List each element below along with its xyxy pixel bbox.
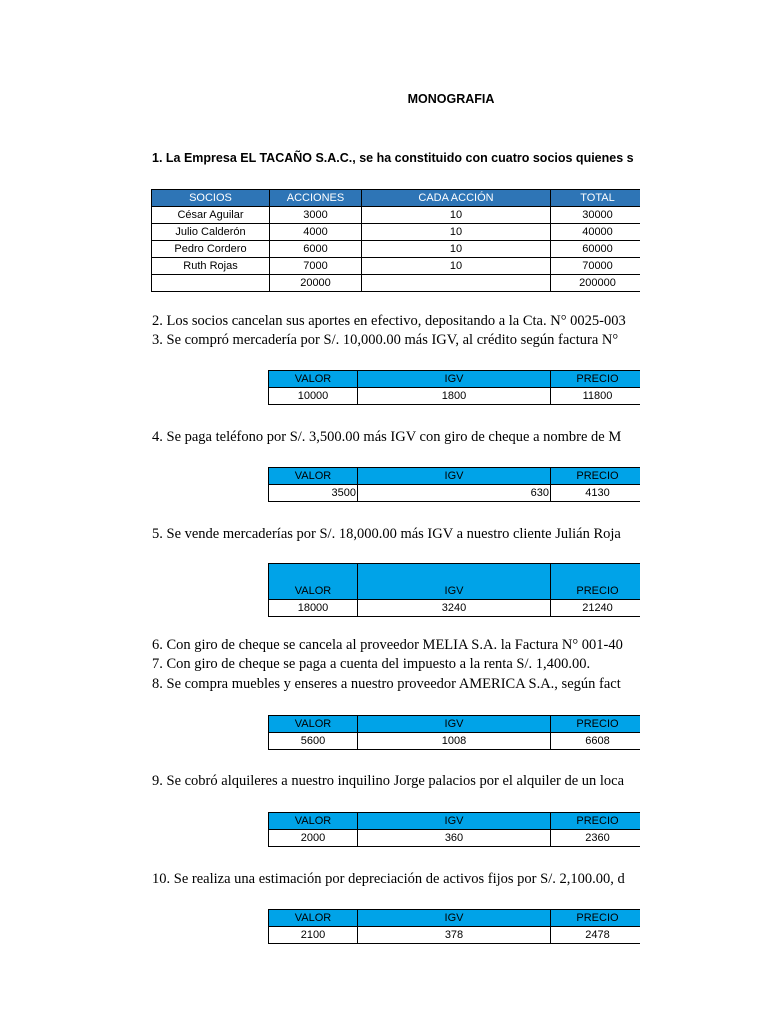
table-total-row [152,275,641,292]
table-header-row [269,371,641,388]
header-igv: IGV [358,468,551,485]
igv-cell: 1800 [358,388,551,405]
precio-cell: 21240 [551,600,641,617]
header-acciones: ACCIONES [270,190,362,207]
table-row [269,600,641,617]
precio-cell: 2360 [551,830,641,847]
header-valor: VALOR [269,564,358,600]
table-cell: 6000 [270,241,362,258]
table-cell [362,275,551,292]
valor-cell: 10000 [269,388,358,405]
table-cell: 40000 [551,224,641,241]
header-valor: VALOR [269,716,358,733]
item-4-text: 4. Se paga teléfono por S/. 3,500.00 más IGV con giro de cheque a nombre de M [152,429,622,445]
table-row [269,733,641,750]
table-cell: 10 [362,241,551,258]
igv-cell: 630 [358,485,551,502]
header-igv: IGV [358,371,551,388]
table-cell: Julio Calderón [152,224,270,241]
table-header-row [152,190,641,207]
table-item-9 [268,812,640,847]
table-row [269,388,641,405]
precio-cell: 6608 [551,733,641,750]
table-cell: 3000 [270,207,362,224]
valor-cell: 5600 [269,733,358,750]
table-header-row [269,716,641,733]
table-header-row [269,564,641,600]
valor-cell: 18000 [269,600,358,617]
valor-cell: 3500 [269,485,358,502]
header-igv: IGV [358,716,551,733]
table-item-10 [268,909,640,944]
table-row [152,258,641,275]
table-row [269,485,641,502]
item-6-text: 6. Con giro de cheque se cancela al proveedor MELIA S.A. la Factura N° 001-40 [152,637,623,653]
table-cell: 60000 [551,241,641,258]
header-igv: IGV [358,813,551,830]
igv-cell: 1008 [358,733,551,750]
table-cell: 20000 [270,275,362,292]
table-cell: 10 [362,224,551,241]
item-5-text: 5. Se vende mercaderías por S/. 18,000.00 más IGV a nuestro cliente Julián Roja [152,526,621,542]
table-cell: 4000 [270,224,362,241]
igv-cell: 378 [358,927,551,944]
valor-cell: 2000 [269,830,358,847]
socios-table [151,189,640,292]
table-header-row [269,813,641,830]
item-3-text: 3. Se compró mercadería por S/. 10,000.00 más IGV, al crédito según factura N° [152,332,619,348]
header-valor: VALOR [269,468,358,485]
table-item-3 [268,370,640,405]
header-valor: VALOR [269,813,358,830]
header-precio: PRECIO [551,371,641,388]
table-row [152,207,641,224]
item-7-text: 7. Con giro de cheque se paga a cuenta del impuesto a la renta S/. 1,400.00. [152,656,591,672]
table-cell: Pedro Cordero [152,241,270,258]
item-2-text: 2. Los socios cancelan sus aportes en efectivo, depositando a la Cta. N° 0025-003 [152,313,626,329]
header-valor: VALOR [269,371,358,388]
table-item-4 [268,467,640,502]
item-9-text: 9. Se cobró alquileres a nuestro inquilino Jorge palacios por el alquiler de un loca [152,773,625,789]
header-precio: PRECIO [551,813,641,830]
precio-cell: 4130 [551,485,641,502]
table-cell: 70000 [551,258,641,275]
table-cell: 7000 [270,258,362,275]
table-row [152,241,641,258]
table-row [152,224,641,241]
table-cell: Ruth Rojas [152,258,270,275]
igv-cell: 3240 [358,600,551,617]
table-cell: 200000 [551,275,641,292]
igv-cell: 360 [358,830,551,847]
table-item-5 [268,563,640,617]
table-cell: 10 [362,258,551,275]
header-valor: VALOR [269,910,358,927]
page-title: MONOGRAFIA [407,92,495,106]
item-1-text: 1. La Empresa EL TACAÑO S.A.C., se ha constituido con cuatro socios quienes s [152,151,634,165]
header-cada-accion: CADA ACCIÓN [362,190,551,207]
table-header-row [269,910,641,927]
item-8-text: 8. Se compra muebles y enseres a nuestro proveedor AMERICA S.A., según fact [152,676,621,692]
table-cell [152,275,270,292]
header-socios: SOCIOS [152,190,270,207]
table-item-8 [268,715,640,750]
header-precio: PRECIO [551,716,641,733]
header-igv: IGV [358,564,551,600]
header-precio: PRECIO [551,564,641,600]
table-header-row [269,468,641,485]
item-10-text: 10. Se realiza una estimación por depreciación de activos fijos por S/. 2,100.00, d [152,871,625,887]
table-cell: César Aguilar [152,207,270,224]
table-row [269,927,641,944]
table-cell: 30000 [551,207,641,224]
precio-cell: 2478 [551,927,641,944]
precio-cell: 11800 [551,388,641,405]
header-precio: PRECIO [551,910,641,927]
valor-cell: 2100 [269,927,358,944]
header-precio: PRECIO [551,468,641,485]
table-cell: 10 [362,207,551,224]
header-total: TOTAL [551,190,641,207]
table-row [269,830,641,847]
header-igv: IGV [358,910,551,927]
